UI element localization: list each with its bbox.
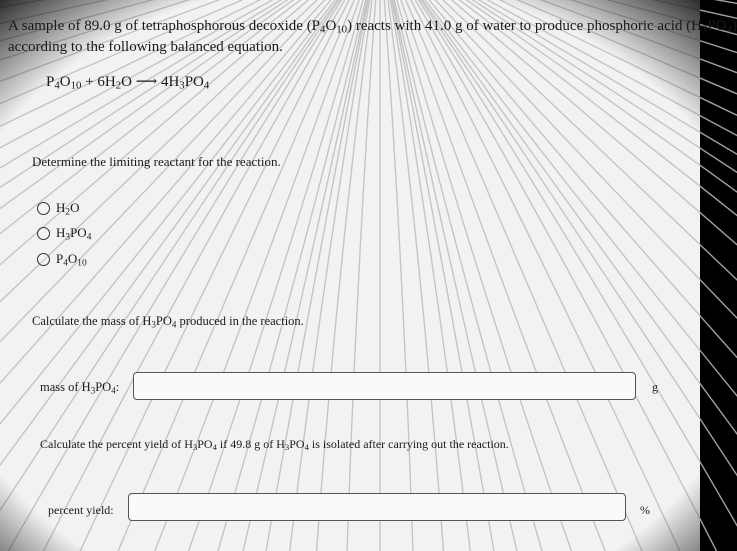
question-intro: [8, 16, 737, 58]
percent-input[interactable]: [128, 493, 626, 521]
option-h3po4[interactable]: [37, 225, 91, 241]
percent-unit: %: [640, 503, 650, 517]
sub-po4: 4: [726, 23, 732, 36]
mass-prompt: Calculate the mass of $H_3PO_4$ produced in the reaction.: [32, 314, 304, 330]
intro-po: PO: [707, 18, 727, 34]
mass-input[interactable]: [133, 372, 636, 400]
option-label: $H_2O$: [56, 200, 80, 218]
eq-sub-2: 2: [115, 79, 122, 92]
intro-o: O: [325, 18, 337, 34]
radio-p4o10[interactable]: [37, 253, 50, 266]
radio-h2o[interactable]: [37, 202, 50, 215]
option-p4o10[interactable]: [37, 251, 87, 267]
percent-label: percent yield:: [48, 503, 114, 517]
intro-text-2: ) reacts with 41.0 g of water to produce phosphoric acid (H: [347, 18, 702, 34]
sub-p4: 4: [320, 23, 326, 36]
eq-water-o: O: [121, 74, 136, 90]
option-h2o[interactable]: [37, 200, 79, 216]
sub-h3: 3: [701, 23, 708, 36]
intro-line-2: according to the following balanced equation.: [8, 39, 283, 55]
radio-h3po4[interactable]: [37, 227, 50, 240]
eq-plus: + 6H: [81, 74, 116, 90]
mass-unit: g: [652, 380, 658, 394]
eq-arrow: ⟶: [135, 74, 158, 90]
eq-rhs: 4H: [157, 74, 180, 90]
eq-o: O: [59, 74, 71, 90]
intro-text-1: A sample of 89.0 g of tetraphosphorous decoxide (P: [8, 18, 321, 34]
intro-text-3: ): [731, 18, 737, 34]
eq-p: P: [46, 74, 55, 90]
option-label: $P_4O_{10}$: [56, 251, 87, 269]
mass-label: mass of $H_3PO_4$:: [40, 380, 120, 396]
eq-po: PO: [184, 74, 204, 90]
eq-sub-4: 4: [54, 79, 60, 92]
limiting-prompt: Determine the limiting reactant for the reaction.: [32, 154, 281, 169]
eq-sub-3: 3: [179, 79, 185, 92]
eq-sub-po4: 4: [203, 79, 210, 92]
eq-sub-10: 10: [70, 79, 82, 92]
option-label: $H_3PO_4$: [56, 225, 92, 243]
percent-prompt: Calculate the percent yield of $H_3PO_4$ if 49.8 g of $H_3PO_4$ is isolated after carrying out the reaction.: [40, 437, 509, 453]
sub-o10: 10: [336, 23, 348, 36]
balanced-equation: [46, 72, 209, 91]
